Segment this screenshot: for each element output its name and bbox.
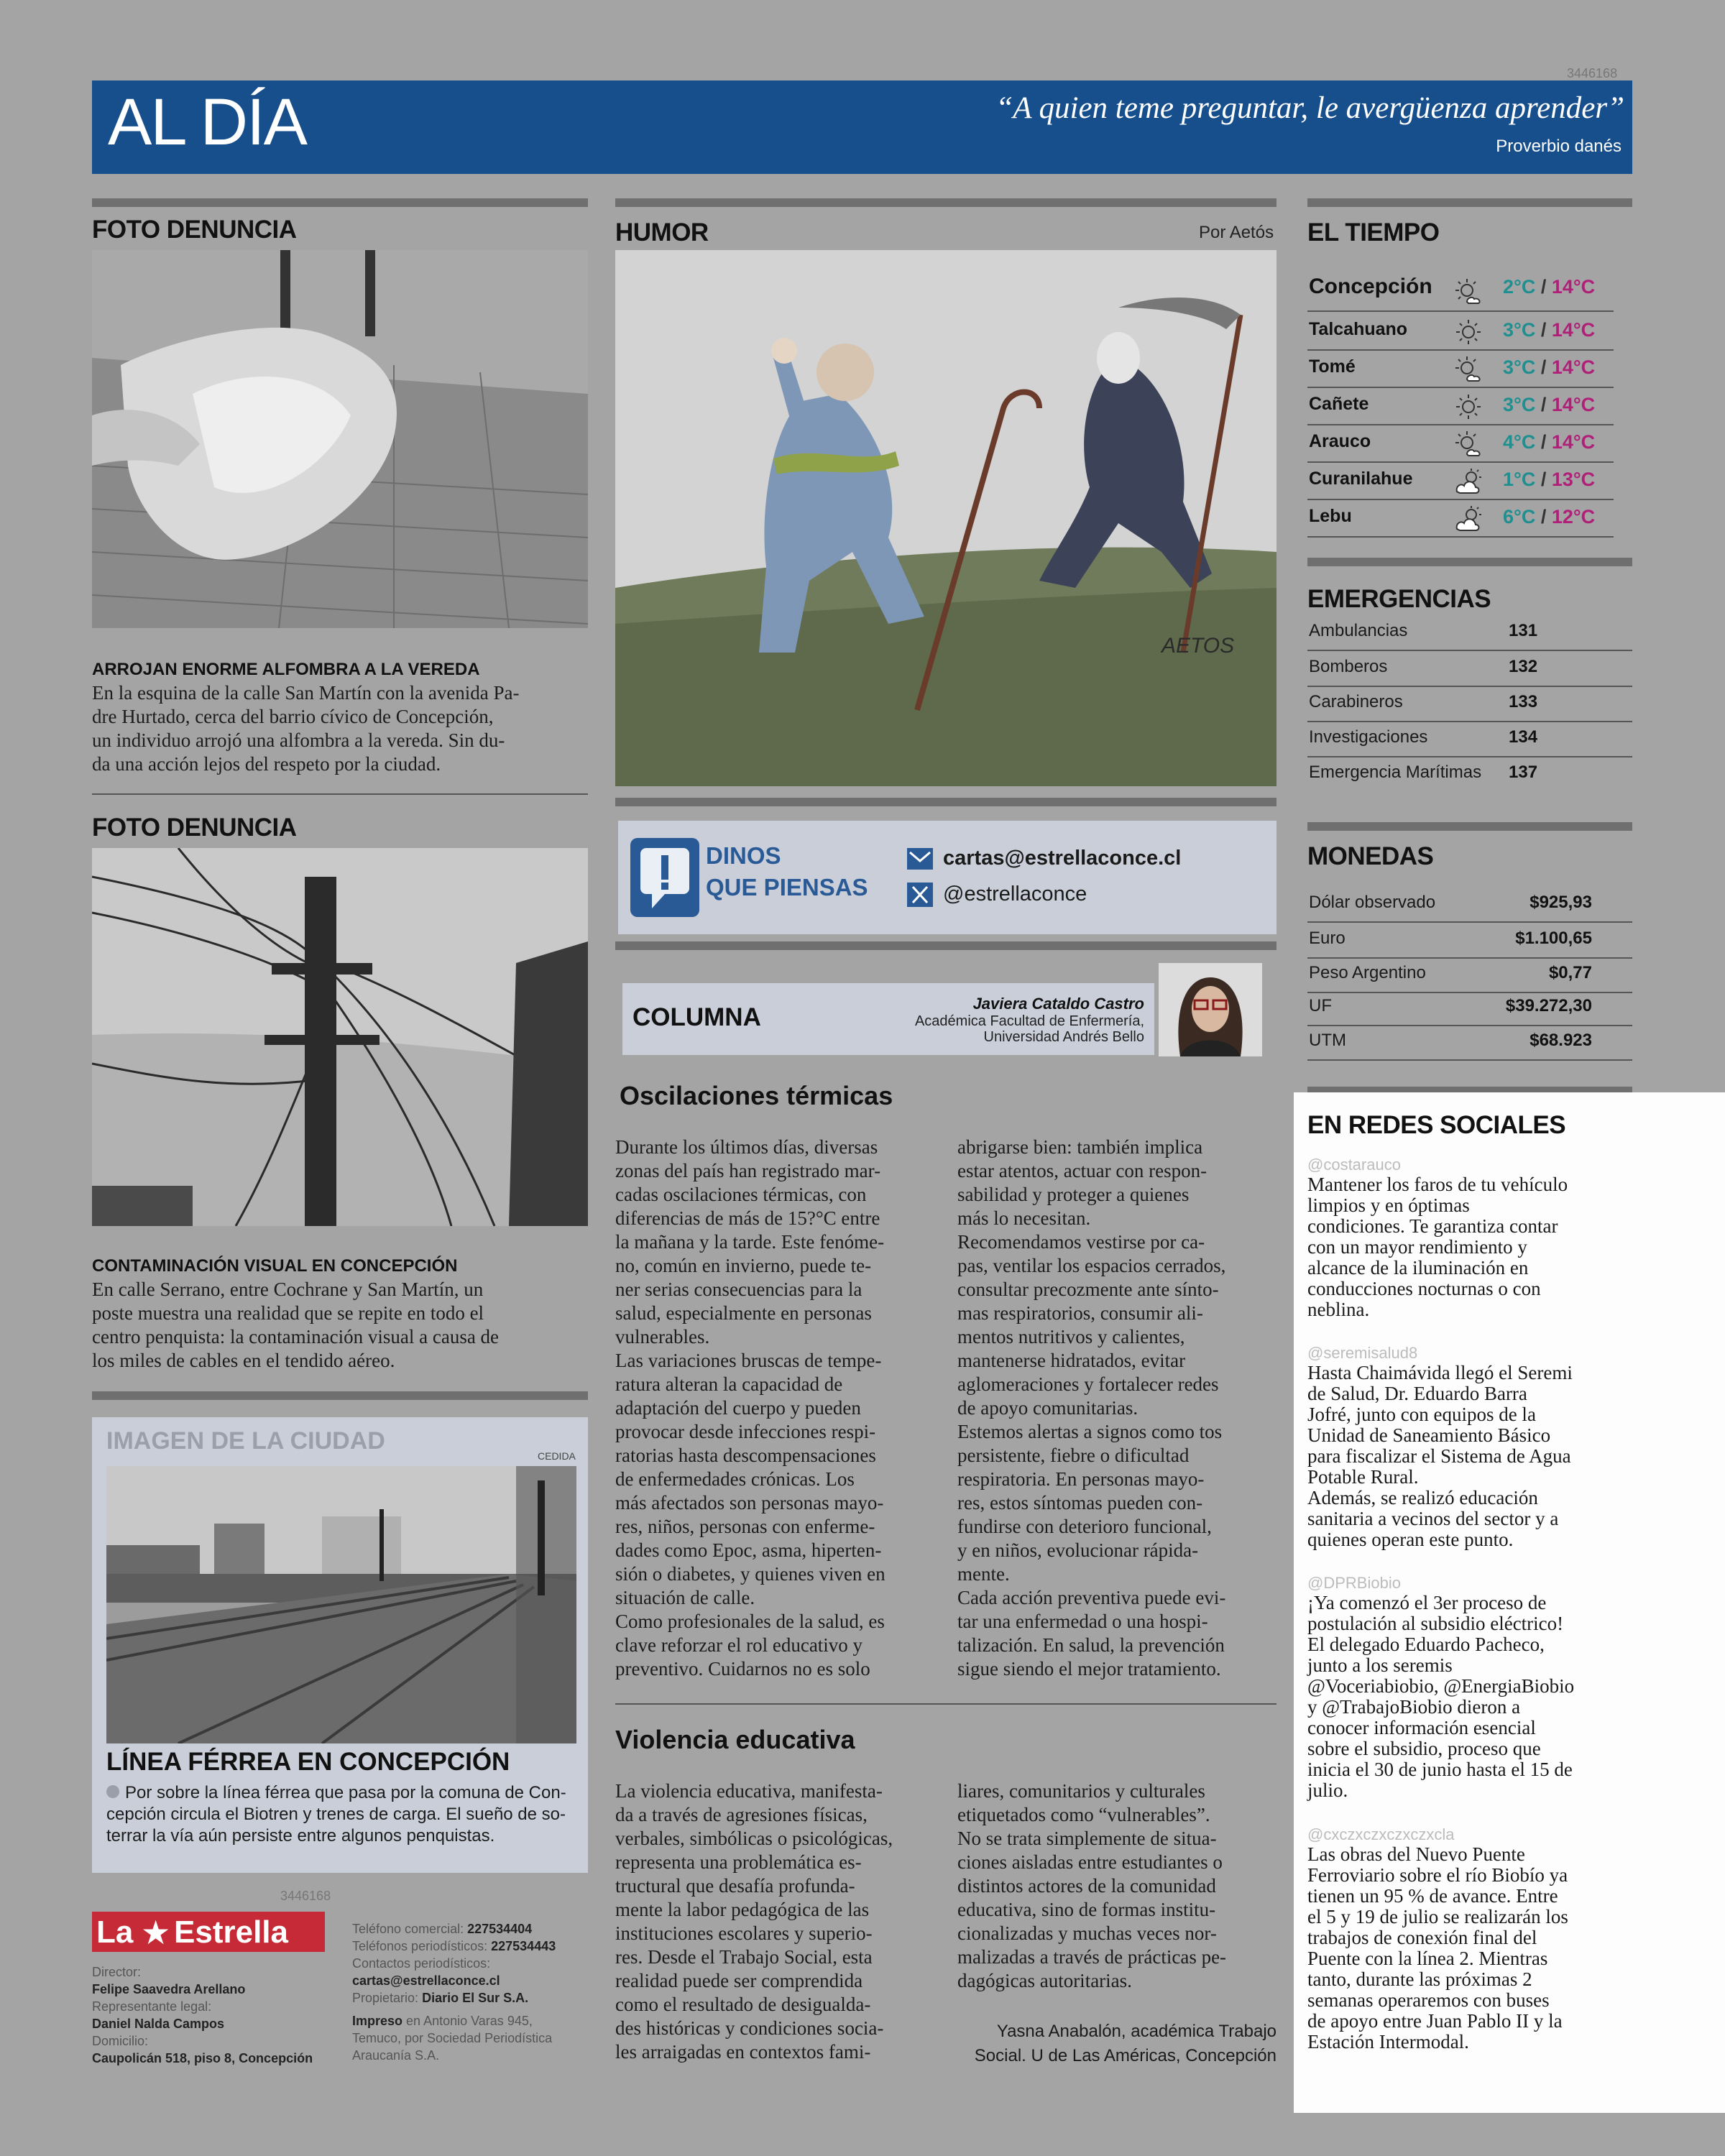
text-line: y en niños, evolucionar rápida- [957,1539,1199,1561]
text-line: ner serias consecuencias para la [615,1279,862,1300]
text-line: consultar precozmente ante sínto- [957,1279,1219,1300]
social-handle[interactable]: @cxczxczxczxczxcla [1307,1825,1455,1843]
text-line: alcance de la iluminación en [1307,1257,1529,1279]
currency-value: $925,93 [1530,893,1592,912]
temp-low: 4°C [1503,431,1536,453]
text-line: de apoyo comunitarias. [957,1397,1138,1419]
star-icon: ★ [141,1915,171,1951]
foto1-caption [92,681,595,776]
text-line-span: Por sobre la línea férrea que pasa por la comuna de Con- [125,1783,566,1802]
contact-label: Contactos periodísticos: [352,1956,491,1971]
page-code: 3446168 [1567,66,1618,80]
temp-low: 2°C [1503,276,1536,298]
foto1-photo [92,250,588,628]
text-line: Las variaciones bruscas de tempe- [615,1350,882,1371]
weather-temp: 6°C / 12°C [1503,506,1596,528]
emergencias-title: EMERGENCIAS [1307,585,1491,613]
imagen-caption [106,1782,581,1847]
social-post [1307,1156,1645,1320]
columna-label: COLUMNA [632,1003,761,1031]
weather-temp: 3°C / 14°C [1503,394,1596,415]
emergency-number[interactable]: 134 [1509,727,1538,747]
text-line: de Salud, Dr. Eduardo Barra [1307,1383,1527,1404]
text-line: los miles de cables en el tendido aéreo. [92,1350,395,1371]
text-line: representa una problemática es- [615,1851,862,1873]
text-line: clave reforzar el rol educativo y [615,1634,863,1656]
text-line: res. Desde el Trabajo Social, esta [615,1946,873,1968]
x-icon [907,883,933,907]
text-line: ciones aisladas entre estudiantes o [957,1851,1223,1873]
text-line: cepción circula el Biotren y trenes de carga. El sueño de so- [106,1805,566,1824]
divider-bar [1307,198,1632,207]
violencia-author [975,2019,1276,2068]
text-line: educativa, sino de formas institu- [957,1899,1216,1920]
owner-label: Propietario: [352,1991,419,2005]
temp-high: 13°C [1551,469,1596,490]
emergency-number[interactable]: 132 [1509,657,1538,676]
divider [92,793,588,795]
text-line: tructural que desafía profunda- [615,1875,855,1897]
social-post [1307,1825,1645,2053]
text-line: ratura alteran la capacidad de [615,1373,843,1395]
text-line: condiciones. Te garantiza contar [1307,1215,1558,1237]
foto2-caption [92,1278,595,1373]
text-line: instituciones escolares y superio- [615,1922,873,1944]
cloud-sun-icon [1454,467,1483,496]
temp-high: 14°C [1551,319,1596,341]
currency-label: Euro [1309,929,1346,948]
text-line: Como profesionales de la salud, es [615,1611,885,1632]
weather-city: Curanilahue [1309,469,1413,489]
weather-temp: 4°C / 14°C [1503,431,1596,453]
weather-temp: 3°C / 14°C [1503,356,1596,378]
exclamation-icon [630,838,699,917]
divider-bar [1307,822,1632,831]
text-line: liares, comunitarios y culturales [957,1780,1205,1802]
text-line: Estación Intermodal. [1307,2031,1469,2053]
text-line: En la esquina de la calle San Martín con la avenida Pa- [92,682,520,704]
currency-row [1307,923,1632,959]
text-line: inicia el 30 de junio hasta el 15 de [1307,1759,1573,1780]
temp-high: 14°C [1551,431,1596,453]
social-post [1307,1574,1645,1801]
cartoon-signature: AETOS [1162,634,1235,658]
columna-col1 [615,1135,939,1681]
text-line: quienes operan este punto. [1307,1529,1514,1550]
weather-city: Concepción [1309,275,1432,298]
temp-low: 3°C [1503,356,1536,378]
divider-bar [1307,558,1632,566]
text-line: distintos actores de la comunidad [957,1875,1216,1897]
text-line: mente. [957,1563,1010,1585]
text-line: adaptación del cuerpo y pueden [615,1397,861,1419]
text-line: de enfermedades crónicas. Los [615,1468,855,1490]
emergency-label: Investigaciones [1309,727,1428,747]
humor-cartoon [615,250,1276,786]
violencia-col1 [615,1779,939,2064]
text-line: No se trata simplemente de situa- [957,1828,1217,1849]
text-line: persistente, fiebre o dificultad [957,1445,1190,1466]
divider-bar [1307,1087,1632,1092]
contact-email[interactable]: cartas@estrellaconce.cl [352,1973,500,1988]
text-line: da una acción lejos del respeto por la ciudad. [92,753,441,775]
director: Felipe Saavedra Arellano [92,1982,246,1996]
footer-contacts [352,1920,556,2064]
owner: Diario El Sur S.A. [422,1991,529,2005]
text-line: mente la labor pedagógica de las [615,1899,870,1920]
text-line: talización. En salud, la prevención [957,1634,1225,1656]
post-text [1307,1593,1645,1801]
weather-row [1307,502,1614,538]
text-line: Durante los últimos días, diversas [615,1136,878,1158]
text-line: mas respiratorios, consumir ali- [957,1302,1203,1324]
currency-label: Peso Argentino [1309,963,1426,982]
violencia-headline: Violencia educativa [615,1725,855,1754]
text-line: ratorias hasta descompensaciones [615,1445,876,1466]
emergency-label: Carabineros [1309,692,1403,711]
emergency-number[interactable]: 133 [1509,692,1538,711]
columna-col2 [957,1135,1281,1681]
temp-low: 3°C [1503,394,1536,415]
weather-temp: 1°C / 13°C [1503,469,1596,490]
text-line: diferencias de más de 15?°C entre [615,1207,880,1229]
logo-right: Estrella [174,1915,288,1950]
emergency-row [1307,722,1632,757]
text-line: situación de calle. [615,1587,755,1608]
imagen-photo [106,1466,576,1743]
text-line: junto a los seremis [1307,1654,1453,1676]
temp-high: 12°C [1551,506,1596,528]
text-line: con un mayor rendimiento y [1307,1236,1527,1258]
text-line: la mañana y la tarde. Este fenóme- [615,1231,885,1253]
currency-row [1307,1025,1632,1061]
violencia-col2 [957,1779,1281,1993]
logo [92,1912,325,1952]
impreso2: Temuco, por Sociedad Periodística [352,2031,553,2045]
dinos-line1: DINOS [706,842,781,869]
rep: Daniel Nalda Campos [92,2017,225,2031]
text-line: para fiscalizar el Sistema de Agua [1307,1445,1571,1467]
text-line: tienen un 95 % de avance. Entre [1307,1885,1558,1907]
author-line: Social. U de Las Américas, Concepción [974,2046,1276,2065]
currency-label: UF [1309,996,1332,1015]
sun-cloud-icon [1454,430,1483,459]
text-line: sión o diabetes, y quienes viven en [615,1563,886,1585]
text-line: sanitaria a vecinos del sector y a [1307,1508,1559,1529]
text-line: semanas operaremos con buses [1307,1989,1550,2011]
divider [615,1703,1276,1705]
text-line: sigue siendo el mejor tratamiento. [957,1658,1221,1680]
social-handle[interactable]: @DPRBiobio [1307,1574,1401,1592]
temp-high: 14°C [1551,356,1596,378]
footer-code: 3446168 [280,1889,331,1903]
text-line: más lo necesitan. [957,1207,1091,1229]
text-line: Recomendamos vestirse por ca- [957,1231,1205,1253]
emergency-label: Emergencia Marítimas [1309,763,1482,782]
foto2-caption-title: CONTAMINACIÓN VISUAL EN CONCEPCIÓN [92,1256,458,1276]
redes-title: EN REDES SOCIALES [1307,1111,1566,1139]
text-line: da a través de agresiones físicas, [615,1804,868,1825]
text-line: terrar la vía aún persiste entre algunos penquistas. [106,1826,495,1846]
text-line: poste muestra una realidad que se repite en todo el [92,1302,484,1324]
text-line: Cada acción preventiva puede evi- [957,1587,1226,1608]
role-line: Académica Facultad de Enfermería, [914,1013,1144,1029]
emergency-label: Bomberos [1309,657,1388,676]
temp-high: 14°C [1551,394,1596,415]
weather-row [1307,352,1614,388]
tiempo-title: EL TIEMPO [1307,218,1440,247]
dinos-line2: QUE PIENSAS [706,874,868,900]
divider-bar [615,798,1276,806]
impreso-label: Impreso [352,2014,403,2028]
foto1-title: FOTO DENUNCIA [92,216,297,244]
text-line: fundirse con deterioro funcional, [957,1516,1212,1537]
text-line: respiratoria. En personas mayo- [957,1468,1205,1490]
author-avatar [1159,963,1262,1056]
weather-temp: 3°C / 14°C [1503,319,1596,341]
text-line: el 5 y 19 de julio se realizarán los [1307,1906,1568,1927]
emergency-number[interactable]: 137 [1509,763,1538,782]
social-handle[interactable]: @costarauco [1307,1156,1401,1174]
role-line: Universidad Andrés Bello [983,1029,1144,1045]
logo-left: La [96,1915,134,1950]
foto1-caption-title: ARROJAN ENORME ALFOMBRA A LA VEREDA [92,660,480,679]
text-line: Estemos alertas a signos como tos [957,1421,1223,1442]
post-text [1307,1844,1645,2053]
text-line: etiquetados como “vulnerables”. [957,1804,1210,1825]
temp-low: 1°C [1503,469,1536,490]
text-line: limpios y en óptimas [1307,1194,1470,1216]
divider-bar [615,941,1276,950]
humor-author: Por Aetós [1199,223,1274,242]
text-line: postulación al subsidio eléctrico! [1307,1613,1564,1634]
impreso: en Antonio Varas 945, [406,2014,533,2028]
text-line: centro penquista: la contaminación visual a causa de [92,1326,500,1348]
weather-city: Talcahuano [1309,319,1408,339]
text-line: En calle Serrano, entre Cochrane y San Martín, un [92,1279,484,1300]
text-line: mentos nutritivos y calientes, [957,1326,1185,1348]
foto2-photo [92,848,588,1226]
text-line: de apoyo entre Juan Pablo II y la [1307,2010,1563,2032]
text-line: salud, especialmente en personas [615,1302,872,1324]
text-line: julio. [1307,1779,1348,1801]
text-line: malizadas a través de prácticas pe- [957,1946,1227,1968]
currency-value: $0,77 [1548,963,1592,982]
text-line: preventivo. Cuidarnos no es solo [615,1658,870,1680]
weather-city: Lebu [1309,506,1352,526]
author-line: Yasna Anabalón, académica Trabajo [996,2022,1276,2041]
text-line: neblina. [1307,1299,1370,1320]
currency-row [1307,990,1632,1026]
text-line: Mantener los faros de tu vehículo [1307,1174,1568,1195]
quote-source: Proverbio danés [1496,137,1622,156]
columna-role [915,1013,1144,1045]
text-line: Puente con la línea 2. Mientras [1307,1948,1548,1969]
dinos-email[interactable]: cartas@estrellaconce.cl [943,847,1182,870]
currency-label: Dólar observado [1309,893,1436,912]
text-line: El delegado Eduardo Pacheco, [1307,1634,1545,1655]
currency-value: $1.100,65 [1515,929,1592,948]
weather-row [1307,427,1614,463]
temp-low: 6°C [1503,506,1536,528]
text-line: des históricas y condiciones socia- [615,2017,884,2039]
text-line: dagógicas autoritarias. [957,1970,1132,1991]
currency-row [1307,957,1632,993]
weather-row [1307,315,1614,351]
emergency-label: Ambulancias [1309,621,1408,640]
director-label: Director: [92,1965,142,1979]
text-line: pas, ventilar los espacios cerrados, [957,1255,1226,1276]
dinos-x-handle[interactable]: @estrellaconce [943,883,1087,906]
text-line: cadas oscilaciones térmicas, con [615,1184,867,1205]
sun-icon [1454,392,1483,421]
imagen-credit: CEDIDA [538,1450,576,1462]
text-line: provocar desde infecciones respi- [615,1421,876,1442]
divider-bar [92,1391,588,1400]
sun-icon [1454,318,1483,346]
text-line: dre Hurtado, cerca del barrio cívico de Concepción, [92,706,494,727]
humor-title: HUMOR [615,218,709,247]
temp-high: 14°C [1551,276,1596,298]
text-line: abrigarse bien: también implica [957,1136,1203,1158]
bullet-icon [106,1785,119,1798]
text-line: conducciones nocturnas o con [1307,1278,1541,1299]
emergency-row [1307,651,1632,687]
text-line: mantenerse hidratados, evitar [957,1350,1186,1371]
currency-label: UTM [1309,1031,1346,1050]
text-line: Potable Rural. [1307,1466,1419,1488]
emergency-row [1307,615,1632,651]
text-line: no, común en invierno, puede te- [615,1255,872,1276]
post-text [1307,1363,1645,1550]
mail-icon [907,848,933,870]
post-text [1307,1174,1645,1320]
impreso3: Araucanía S.A. [352,2048,440,2063]
text-line: tanto, durante las próximas 2 [1307,1968,1532,1990]
text-line: zonas del país han registrado mar- [615,1160,881,1181]
text-line: Las obras del Nuevo Puente [1307,1843,1525,1865]
text-line: res, niños, personas con enferme- [615,1516,875,1537]
sun-cloud-icon [1454,277,1483,306]
columna-headline: Oscilaciones térmicas [620,1081,893,1110]
text-line: conocer información esencial [1307,1717,1536,1738]
weather-row [1307,464,1614,500]
weather-temp: 2°C / 14°C [1503,276,1596,298]
imagen-title: IMAGEN DE LA CIUDAD [106,1427,385,1455]
text-line: más afectados son personas mayo- [615,1492,884,1514]
divider-bar [92,198,588,207]
social-post [1307,1344,1645,1550]
text-line: dades como Epoc, asma, hiperten- [615,1539,882,1561]
text-line: Jofré, junto con equipos de la [1307,1404,1536,1425]
temp-low: 3°C [1503,319,1536,341]
text-line: sabilidad y proteger a quienes [957,1184,1190,1205]
text-line: ¡Ya comenzó el 3er proceso de [1307,1592,1547,1613]
text-line: Ferroviario sobre el río Biobío ya [1307,1864,1568,1886]
monedas-title: MONEDAS [1307,842,1434,870]
columna-author: Javiera Cataldo Castro [972,995,1144,1013]
currency-value: $68.923 [1530,1031,1592,1050]
tel-com-label: Teléfono comercial: [352,1922,464,1936]
rep-label: Representante legal: [92,1999,212,2014]
cloud-sun-icon [1454,505,1483,533]
text-line: Unidad de Saneamiento Básico [1307,1424,1551,1446]
text-line: La violencia educativa, manifesta- [615,1780,883,1802]
text-line: vulnerables. [615,1326,710,1348]
footer-masthead [92,1963,313,2067]
currency-row [1307,887,1632,923]
text-line: aglomeraciones y fortalecer redes [957,1373,1219,1395]
tel-per-label: Teléfonos periodísticos: [352,1939,488,1953]
emergency-row [1307,757,1632,791]
social-handle[interactable]: @seremisalud8 [1307,1344,1418,1362]
text-line: tar una enfermedad o una hospi- [957,1611,1208,1632]
emergency-row [1307,686,1632,722]
text-line: res, estos síntomas pueden con- [957,1492,1203,1514]
text-line [106,1782,581,1804]
weather-row [1307,390,1614,425]
text-line: como el resultado de desigualda- [615,1994,871,2015]
text-line: un individuo arrojó una alfombra a la vereda. Sin du- [92,729,505,751]
tel-com: 227534404 [467,1922,533,1936]
weather-city: Cañete [1309,394,1369,414]
text-line: trabajos de conexión final del [1307,1927,1537,1948]
dom-label: Domicilio: [92,2034,149,2048]
text-line: @Voceriabiobio, @EnergiaBiobio [1307,1675,1575,1697]
foto2-title: FOTO DENUNCIA [92,814,297,842]
header-quote: “A quien teme preguntar, le avergüenza aprender” [995,91,1624,125]
text-line: estar atentos, actuar con respon- [957,1160,1208,1181]
text-line: realidad puede ser comprendida [615,1970,863,1991]
text-line: y @TrabajoBiobio dieron a [1307,1696,1521,1718]
tel-per: 227534443 [491,1939,556,1953]
dom: Caupolicán 518, piso 8, Concepción [92,2051,313,2065]
sun-cloud-icon [1454,355,1483,384]
text-line: Hasta Chaimávida llegó el Seremi [1307,1362,1573,1383]
weather-city: Tomé [1309,356,1356,377]
text-line: les arraigadas en contextos fami- [615,2041,871,2063]
text-line: verbales, simbólicas o psicológicas, [615,1828,893,1849]
text-line: cionalizadas y muchas veces nor- [957,1922,1217,1944]
weather-row [1307,270,1614,312]
emergency-number[interactable]: 131 [1509,621,1538,640]
currency-value: $39.272,30 [1505,996,1592,1015]
text-line: sobre el subsidio, proceso que [1307,1738,1541,1759]
text-line: Además, se realizó educación [1307,1487,1538,1508]
imagen-caption-title: LÍNEA FÉRREA EN CONCEPCIÓN [106,1748,510,1776]
divider-bar [615,198,1276,207]
section-title: AL DÍA [108,86,307,159]
weather-city: Arauco [1309,431,1371,451]
